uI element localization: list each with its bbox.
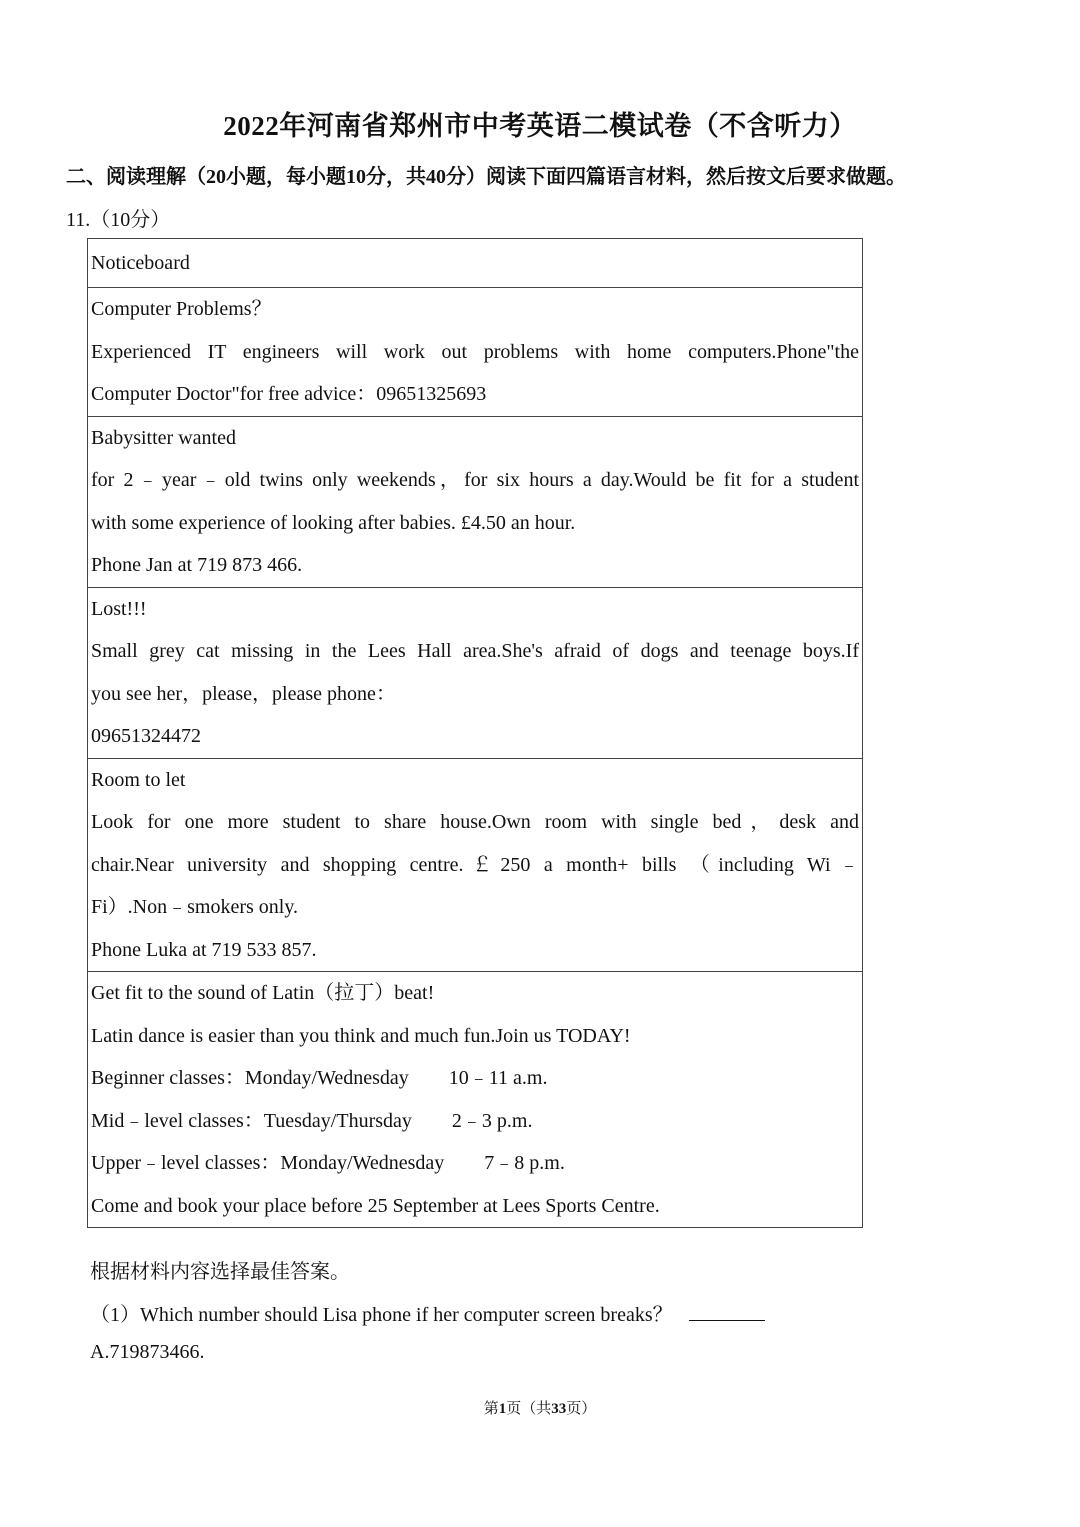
lost-cat-notice xyxy=(88,587,863,758)
notice-heading: Lost!!! xyxy=(91,597,147,620)
notice-heading: Computer Problems？ xyxy=(91,298,272,320)
notice-text: Experienced IT engineers will work out problems with home computers.Phone"the xyxy=(91,340,859,363)
table-row xyxy=(88,758,863,972)
notice-text: for 2﹣year﹣old twins only weekends，for six hours a day.Would be fit for a student xyxy=(91,469,859,491)
section-heading: 二、阅读理解（20小题，每小题10分，共40分）阅读下面四篇语言材料，然后按文后要求做题。 xyxy=(66,166,906,188)
table-row xyxy=(88,288,863,417)
footer-text: 第 xyxy=(483,1401,499,1417)
instruction-text: 根据材料内容选择最佳答案。 xyxy=(90,1261,350,1283)
notice-text: you see her，please，please phone： xyxy=(91,682,396,705)
mid-level-classes xyxy=(91,1100,859,1143)
upper-level-classes xyxy=(91,1142,859,1185)
notice-heading: Babysitter wanted xyxy=(91,426,236,449)
beginner-classes xyxy=(91,1057,859,1100)
notice-text: Phone Luka at 719 533 857. xyxy=(91,938,317,961)
babysitter-notice xyxy=(88,416,863,587)
noticeboard-table xyxy=(87,238,863,1228)
table-row xyxy=(88,239,863,288)
page-total: 33 xyxy=(551,1401,567,1417)
notice-heading: Get fit to the sound of Latin（拉丁）beat! xyxy=(91,982,435,1004)
class-time: 2﹣3 p.m. xyxy=(451,1109,533,1132)
page-footer xyxy=(0,1397,1080,1418)
answer-blank xyxy=(689,1300,765,1321)
class-label: Beginner classes：Monday/Wednesday xyxy=(91,1067,409,1089)
footer-text: 页（共 xyxy=(506,1401,552,1417)
computer-notice xyxy=(88,288,863,417)
notice-text: Phone Jan at 719 873 466. xyxy=(91,554,303,576)
option-a: A.719873466. xyxy=(90,1341,205,1363)
page-title: 2022年河南省郑州市中考英语二模试卷（不含听力） xyxy=(223,111,857,141)
class-label: Mid﹣level classes：Tuesday/Thursday xyxy=(91,1109,412,1132)
notice-text: Latin dance is easier than you think and much fun.Join us TODAY! xyxy=(91,1024,631,1047)
table-row xyxy=(88,972,863,1228)
notice-text: Come and book your place before 25 September at Lees Sports Centre. xyxy=(91,1194,660,1217)
class-time: 10﹣11 a.m. xyxy=(448,1067,548,1089)
notice-text: Fi）.Non﹣smokers only. xyxy=(91,896,299,918)
question-number: 11.（10分） xyxy=(66,209,171,231)
question-1 xyxy=(90,1298,765,1327)
latin-dance-notice xyxy=(88,972,863,1228)
notice-text: chair.Near university and shopping centre.￡250 a month+ bills （including Wi﹣ xyxy=(91,853,859,876)
notice-text: Look for one more student to share house.Own room with single bed，desk and xyxy=(91,811,859,833)
notice-heading: Room to let xyxy=(91,768,186,791)
notice-text: with some experience of looking after babies. £4.50 an hour. xyxy=(91,511,576,534)
notice-text: 09651324472 xyxy=(91,725,201,747)
noticeboard-header: Noticeboard xyxy=(88,239,863,288)
room-notice xyxy=(88,758,863,972)
class-label: Upper﹣level classes：Monday/Wednesday xyxy=(91,1152,445,1174)
table-row xyxy=(88,416,863,587)
footer-text: 页） xyxy=(566,1401,597,1417)
notice-text: Computer Doctor"for free advice：09651325693 xyxy=(91,383,487,405)
class-time: 7﹣8 p.m. xyxy=(484,1152,565,1174)
question-text: （1）Which number should Lisa phone if her computer screen breaks？ xyxy=(90,1304,673,1326)
page-number: 1 xyxy=(498,1401,507,1417)
table-row xyxy=(88,587,863,758)
notice-text: Small grey cat missing in the Lees Hall area.She's afraid of dogs and teenage boys.If xyxy=(91,640,859,662)
